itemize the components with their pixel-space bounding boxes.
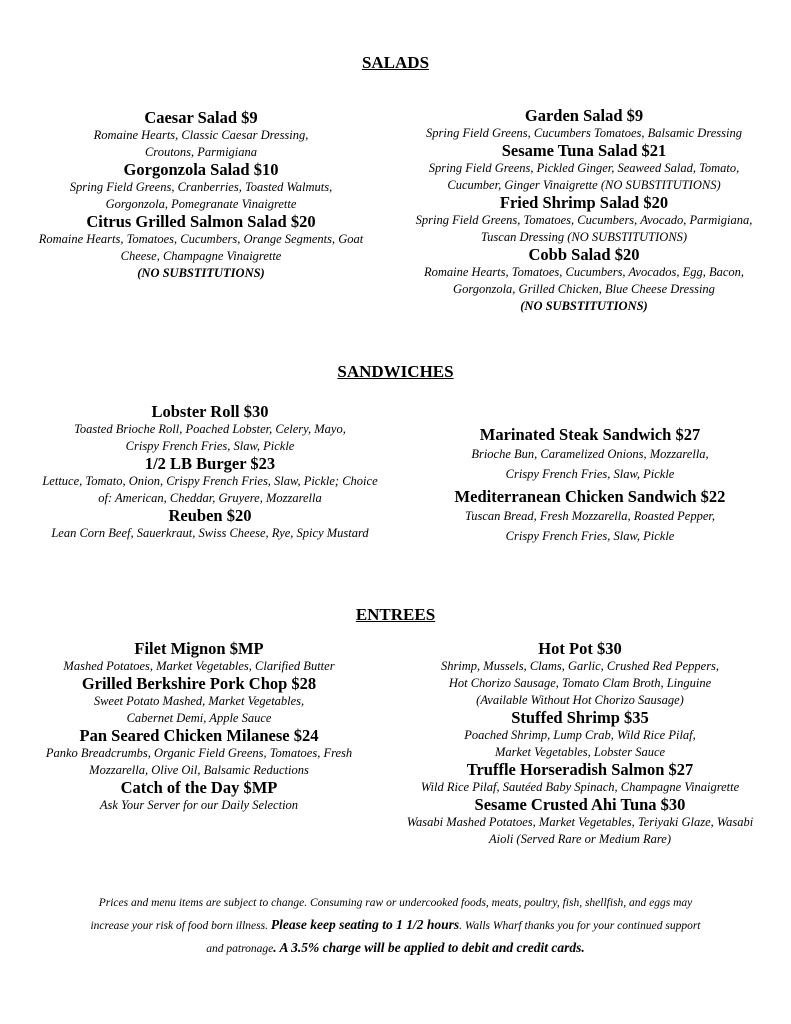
menu-item-garden-salad xyxy=(388,107,780,142)
item-description: Hot Chorizo Sausage, Tomato Clam Broth, Linguine xyxy=(448,676,712,690)
item-description: Tuscan Dressing (NO SUBSTITUTIONS) xyxy=(480,230,688,244)
no-substitutions-note: (NO SUBSTITUTIONS) xyxy=(520,299,648,313)
item-name: 1/2 LB Burger $23 xyxy=(144,454,276,473)
item-description: Romaine Hearts, Tomatoes, Cucumbers, Orange Segments, Goat xyxy=(38,232,364,246)
item-description: Sweet Potato Mashed, Market Vegetables, xyxy=(93,694,305,708)
item-name: Mediterranean Chicken Sandwich $22 xyxy=(454,487,726,506)
item-description: Spring Field Greens, Cranberries, Toasted Walmuts, xyxy=(69,180,333,194)
item-name: Lobster Roll $30 xyxy=(151,402,269,421)
no-substitutions-note: (NO SUBSTITUTIONS) xyxy=(137,266,265,280)
footer-text: increase your risk of food born illness. xyxy=(90,920,271,932)
item-description: Market Vegetables, Lobster Sauce xyxy=(494,745,666,759)
menu-item-cobb-salad xyxy=(388,246,780,315)
menu-item-stuffed-shrimp xyxy=(380,709,780,761)
item-name: Pan Seared Chicken Milanese $24 xyxy=(79,726,319,745)
item-description: Shrimp, Mussels, Clams, Garlic, Crushed Red Peppers, xyxy=(440,659,720,673)
item-description: Romaine Hearts, Classic Caesar Dressing, xyxy=(93,128,309,142)
item-description: Aioli (Served Rare or Medium Rare) xyxy=(488,832,671,846)
sandwiches-left-column xyxy=(10,403,410,542)
salads-right-column xyxy=(388,107,780,315)
item-name: Sesame Tuna Salad $21 xyxy=(501,141,667,160)
item-description: of: American, Cheddar, Gruyere, Mozzarella xyxy=(98,491,322,505)
menu-item-mediterranean-chicken-sandwich xyxy=(405,487,775,546)
salads-heading: SALADS xyxy=(361,53,430,72)
item-description: Tuscan Bread, Fresh Mozzarella, Roasted Pepper, xyxy=(465,509,715,523)
menu-item-chicken-milanese xyxy=(10,727,388,779)
item-name: Stuffed Shrimp $35 xyxy=(511,708,649,727)
item-name: Citrus Grilled Salmon Salad $20 xyxy=(86,212,316,231)
item-name: Sesame Crusted Ahi Tuna $30 xyxy=(474,795,686,814)
item-name: Filet Mignon $MP xyxy=(134,639,264,658)
menu-item-gorgonzola-salad xyxy=(10,161,392,213)
item-description: (Available Without Hot Chorizo Sausage) xyxy=(476,693,684,707)
entrees-left-column xyxy=(10,640,388,814)
sandwiches-right-column xyxy=(405,425,775,546)
entrees-heading: ENTREES xyxy=(355,605,436,624)
item-description: Crispy French Fries, Slaw, Pickle xyxy=(125,439,295,453)
item-name: Cobb Salad $20 xyxy=(528,245,640,264)
item-description: Spring Field Greens, Cucumbers Tomatoes, Balsamic Dressing xyxy=(426,126,742,140)
menu-item-citrus-grilled-salmon-salad xyxy=(10,213,392,282)
item-name: Catch of the Day $MP xyxy=(120,778,278,797)
menu-item-ahi-tuna xyxy=(380,796,780,848)
menu-item-catch-of-the-day xyxy=(10,779,388,814)
entrees-right-column xyxy=(380,640,780,848)
item-name: Grilled Berkshire Pork Chop $28 xyxy=(81,674,317,693)
item-name: Gorgonzola Salad $10 xyxy=(123,160,279,179)
item-name: Marinated Steak Sandwich $27 xyxy=(479,425,701,444)
item-description: Panko Breadcrumbs, Organic Field Greens, Tomatoes, Fresh xyxy=(45,746,353,760)
item-description: Lean Corn Beef, Sauerkraut, Swiss Cheese, Rye, Spicy Mustard xyxy=(51,526,369,540)
item-description: Gorgonzola, Grilled Chicken, Blue Cheese Dressing xyxy=(453,282,715,296)
footer-text: and patronage xyxy=(206,943,274,955)
footer-line xyxy=(40,937,751,960)
item-description: Croutons, Parmigiana xyxy=(144,145,258,159)
menu-item-pork-chop xyxy=(10,675,388,727)
item-name: Hot Pot $30 xyxy=(538,639,622,658)
item-description: Ask Your Server for our Daily Selection xyxy=(99,798,299,812)
item-description: Crispy French Fries, Slaw, Pickle xyxy=(505,529,675,543)
item-description: Cucumber, Ginger Vinaigrette (NO SUBSTITUTIONS) xyxy=(447,178,721,192)
sandwiches-heading: SANDWICHES xyxy=(337,362,454,381)
footer-line: Prices and menu items are subject to change. Consuming raw or undercooked foods, meats, poultry, fish, shellfish, and eggs may xyxy=(98,897,693,909)
menu-item-truffle-horseradish-salmon xyxy=(380,761,780,796)
card-charge-notice: . A 3.5% charge will be applied to debit and credit cards. xyxy=(273,940,585,955)
item-description: Spring Field Greens, Tomatoes, Cucumbers, Avocado, Parmigiana, xyxy=(415,213,753,227)
footer-line xyxy=(40,914,751,937)
menu-item-reuben xyxy=(10,507,410,542)
item-description: Cabernet Demi, Apple Sauce xyxy=(126,711,272,725)
item-name: Reuben $20 xyxy=(168,506,252,525)
item-description: Toasted Brioche Roll, Poached Lobster, Celery, Mayo, xyxy=(74,422,346,436)
item-name: Fried Shrimp Salad $20 xyxy=(499,193,669,212)
item-description: Cheese, Champagne Vinaigrette xyxy=(120,249,282,263)
menu-item-lobster-roll xyxy=(10,403,410,455)
footer-text: . Walls Wharf thanks you for your continued support xyxy=(459,920,701,932)
item-description: Gorgonzola, Pomegranate Vinaigrette xyxy=(105,197,297,211)
menu-item-sesame-tuna-salad xyxy=(388,142,780,194)
item-name: Garden Salad $9 xyxy=(524,106,644,125)
item-description: Romaine Hearts, Tomatoes, Cucumbers, Avocados, Egg, Bacon, xyxy=(423,265,745,279)
salads-left-column xyxy=(10,109,392,282)
menu-item-filet-mignon xyxy=(10,640,388,675)
menu-item-burger xyxy=(10,455,410,507)
menu-item-fried-shrimp-salad xyxy=(388,194,780,246)
footer-disclaimer xyxy=(40,893,751,960)
item-description: Mozzarella, Olive Oil, Balsamic Reductions xyxy=(89,763,309,777)
seating-notice: Please keep seating to 1 1/2 hours xyxy=(270,917,460,932)
item-description: Wasabi Mashed Potatoes, Market Vegetables, Teriyaki Glaze, Wasabi xyxy=(406,815,754,829)
item-description: Spring Field Greens, Pickled Ginger, Seaweed Salad, Tomato, xyxy=(428,161,740,175)
menu-item-caesar-salad xyxy=(10,109,392,161)
item-description: Crispy French Fries, Slaw, Pickle xyxy=(505,467,675,481)
item-description: Wild Rice Pilaf, Sautéed Baby Spinach, Champagne Vinaigrette xyxy=(420,780,740,794)
item-description: Mashed Potatoes, Market Vegetables, Clarified Butter xyxy=(63,659,335,673)
item-description: Poached Shrimp, Lump Crab, Wild Rice Pilaf, xyxy=(464,728,696,742)
item-name: Caesar Salad $9 xyxy=(144,108,258,127)
menu-item-hot-pot xyxy=(380,640,780,709)
item-description: Lettuce, Tomato, Onion, Crispy French Fries, Slaw, Pickle; Choice xyxy=(42,474,378,488)
item-description: Brioche Bun, Caramelized Onions, Mozzarella, xyxy=(471,447,709,461)
menu-item-marinated-steak-sandwich xyxy=(405,425,775,484)
item-name: Truffle Horseradish Salmon $27 xyxy=(466,760,694,779)
